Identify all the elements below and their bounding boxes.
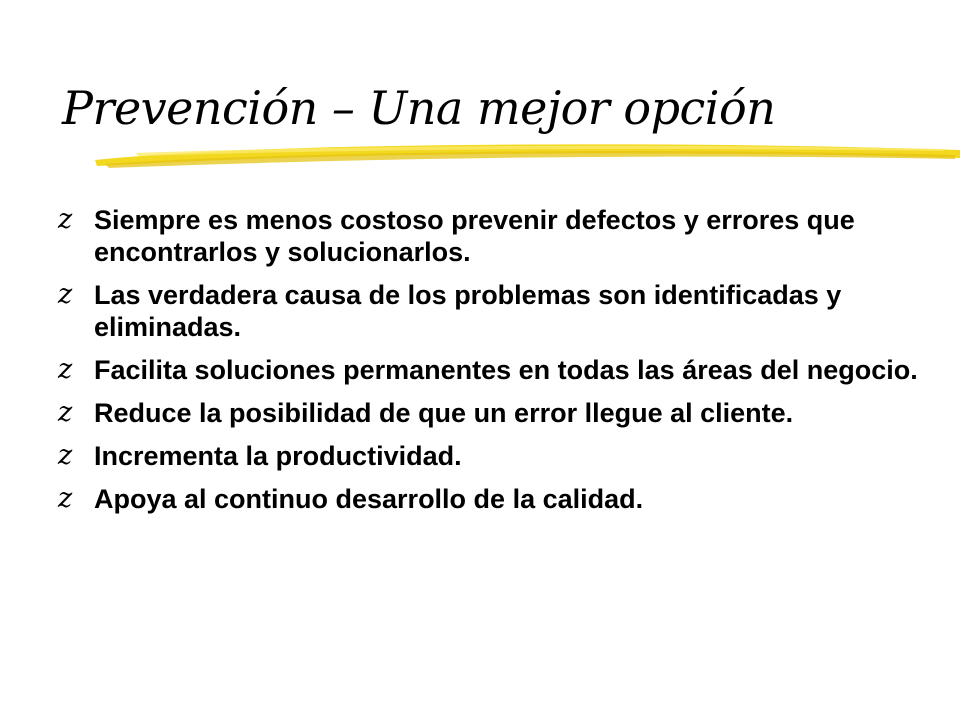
bullet-item [58,397,938,429]
bullet-marker-icon: z [58,279,73,310]
bullet-item [58,483,938,515]
bullet-text: Reduce la posibilidad de que un error llegue al cliente. [94,398,794,428]
bullet-text: Incrementa la productividad. [94,441,462,471]
bullet-item [58,279,938,343]
bullet-marker-icon: z [58,204,73,235]
title-underline-brushstroke [95,138,960,174]
bullet-marker-icon: z [58,483,73,514]
bullet-marker-icon: z [58,354,73,385]
bullet-list [58,204,938,526]
bullet-text: Apoya al continuo desarrollo de la calidad. [94,484,644,514]
bullet-text: Siempre es menos costoso prevenir defectos y errores que encontrarlos y solucionarlos. [94,205,855,267]
bullet-marker-icon: z [58,397,73,428]
bullet-text: Facilita soluciones permanentes en todas las áreas del negocio. [94,355,918,385]
bullet-item [58,354,938,386]
bullet-item [58,440,938,472]
slide-title: Prevención – Una mejor opción [62,81,776,135]
bullet-marker-icon: z [58,440,73,471]
bullet-item [58,204,938,268]
bullet-text: Las verdadera causa de los problemas son identificadas y eliminadas. [94,280,842,342]
